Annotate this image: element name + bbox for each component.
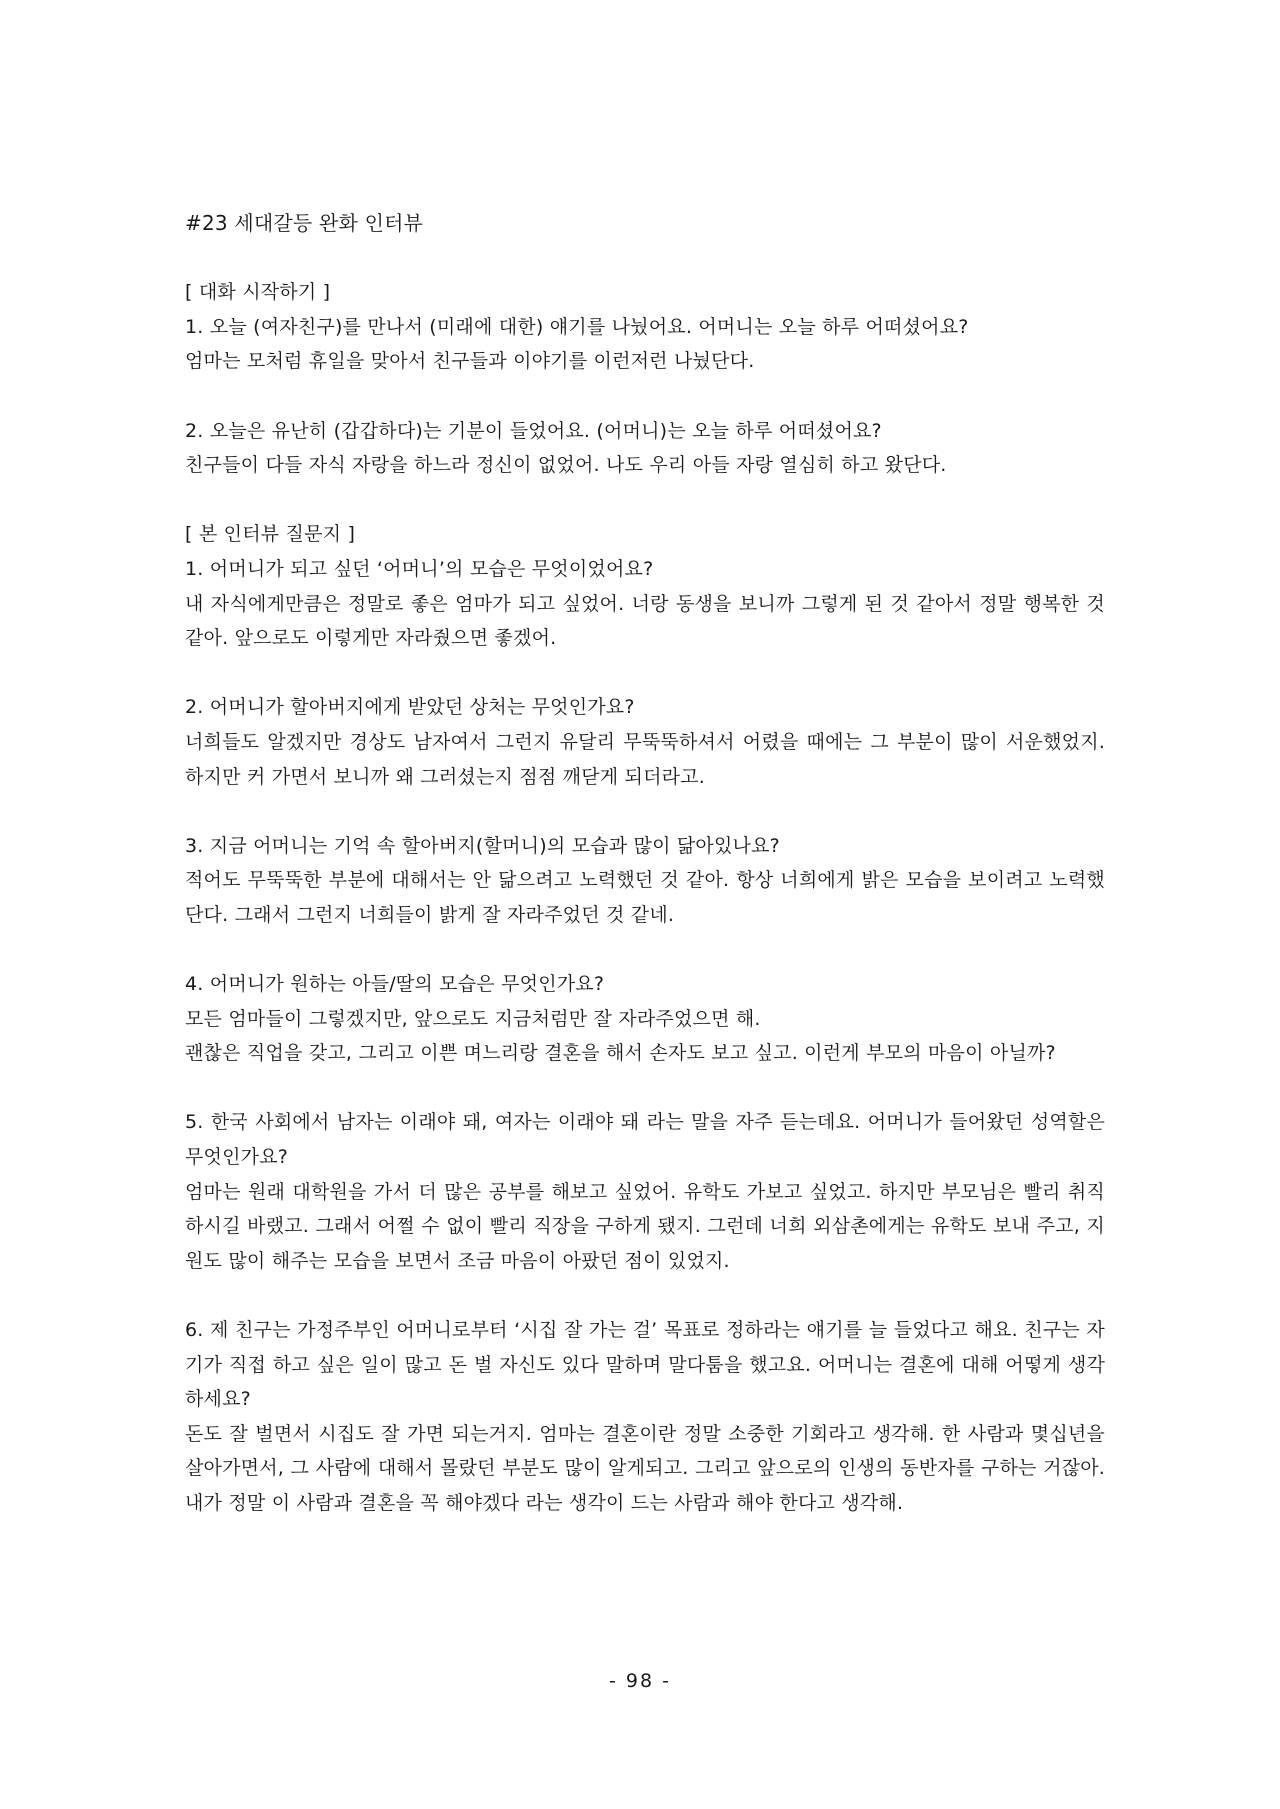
question-text: 2. 오늘은 유난히 (갑갑하다)는 기분이 들었어요. (어머니)는 오늘 하루 어떠셨어요? [185,419,882,442]
answer-text: 엄마는 원래 대학원을 가서 더 많은 공부를 해보고 싶었어. 유학도 가보고 싶었고. 하지만 부모님은 빨리 취직하시길 바랬고. 그래서 어쩔 수 없이 빨리 직장을 구하게 됐지. 그런데 너희 외삼촌에게는 유학도 보내 주고, 지원도 많이 해주는 모습을 보면서 조금 마음이 아팠던 점이 있었지. [185,1180,1105,1272]
qa-item [185,1313,1105,1521]
qa-item [185,829,1105,933]
question-text: 4. 어머니가 원하는 아들/딸의 모습은 무엇인가요? [185,973,605,996]
question-text: 6. 제 친구는 가정주부인 어머니로부터 ‘시집 잘 가는 걸’ 목표로 정하라는 얘기를 늘 들었다고 해요. 친구는 자기가 직접 하고 싶은 일이 많고 돈 벌 자신도 있다 말하며 말다툼을 했고요. 어머니는 결혼에 대해 어떻게 생각하세요? [185,1319,1105,1411]
answer-text: 돈도 잘 벌면서 시집도 잘 가면 되는거지. 엄마는 결혼이란 정말 소중한 기회라고 생각해. 한 사람과 몇십년을 살아가면서, 그 사람에 대해서 몰랐던 부분도 많이 알게되고. 그리고 앞으로의 인생의 동반자를 구하는 거잖아. 내가 정말 이 사람과 결혼을 꼭 해야겠다 라는 생각이 드는 사람과 해야 한다고 생각해. [185,1422,1105,1514]
interview-section [185,517,1105,1520]
question-text: 3. 지금 어머니는 기억 속 할아버지(할머니)의 모습과 많이 닮아있나요? [185,834,780,857]
qa-item [185,967,1105,1071]
section-header: [ 본 인터뷰 질문지 ] [185,523,356,546]
answer-text: 너희들도 알겠지만 경상도 남자여서 그런지 유달리 무뚝뚝하셔서 어렸을 때에는 그 부분이 많이 서운했었지. 하지만 커 가면서 보니까 왜 그러셨는지 점점 깨닫게 되더라고. [185,730,1105,788]
question-text: 2. 어머니가 할아버지에게 받았던 상처는 무엇인가요? [185,696,635,719]
qa-item [185,414,1105,483]
answer-text: 친구들이 다들 자식 자랑을 하느라 정신이 없었어. 나도 우리 아들 자랑 열심히 하고 왔단다. [185,454,947,477]
interview-section [185,275,1105,483]
answer-text: 내 자식에게만큼은 정말로 좋은 엄마가 되고 싶었어. 너랑 동생을 보니까 그렇게 된 것 같아서 정말 행복한 것 같아. 앞으로도 이렇게만 자라줬으면 좋겠어. [185,592,1105,650]
answer-text: 모든 엄마들이 그렇겠지만, 앞으로도 지금처럼만 잘 자라주었으면 해. [185,1007,761,1030]
question-text: 1. 오늘 (여자친구)를 만나서 (미래에 대한) 얘기를 나눴어요. 어머니는 오늘 하루 어떠셨어요? [185,315,969,338]
question-text: 1. 어머니가 되고 싶던 ‘어머니’의 모습은 무엇이었어요? [185,557,654,580]
qa-item [185,690,1105,794]
answer-text: 괜찮은 직업을 갖고, 그리고 이쁜 며느리랑 결혼을 해서 손자도 보고 싶고. 이런게 부모의 마음이 아닐까? [185,1042,1056,1065]
page-number: - 98 - [609,1670,671,1692]
question-text: 5. 한국 사회에서 남자는 이래야 돼, 여자는 이래야 돼 라는 말을 자주 듣는데요. 어머니가 들어왔던 성역할은 무엇인가요? [185,1111,1105,1169]
answer-text: 적어도 무뚝뚝한 부분에 대해서는 안 닮으려고 노력했던 것 같아. 항상 너희에게 밝은 모습을 보이려고 노력했단다. 그래서 그런지 너희들이 밝게 잘 자라주었던 것 같네. [185,869,1105,926]
qa-item [185,552,1105,656]
sections-container [185,275,1105,1520]
document-title: #23 세대갈등 완화 인터뷰 [185,211,424,235]
qa-item [185,1105,1105,1278]
answer-text: 엄마는 모처럼 휴일을 맞아서 친구들과 이야기를 이런저런 나눴단다. [185,350,755,373]
qa-item [185,310,1105,379]
document-body [185,206,1105,1555]
section-header: [ 대화 시작하기 ] [185,281,331,304]
